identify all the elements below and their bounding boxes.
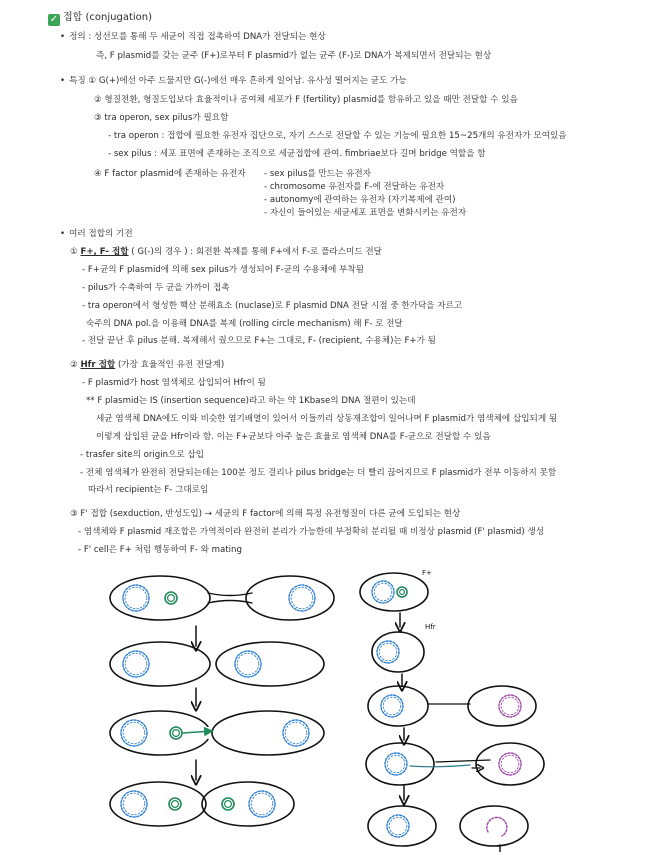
chromosome-inner: [123, 722, 145, 744]
cell-outline: [468, 686, 536, 726]
plasmid-inner: [173, 730, 180, 737]
plasmid-inner: [172, 801, 179, 808]
chromosome: [372, 581, 394, 603]
mechanism-2-line: - F plasmid가 host 염색체로 삽입되어 Hfr이 됨: [82, 378, 266, 388]
chromosome: [249, 791, 275, 817]
chromosome: [123, 651, 149, 677]
plasmid-inner: [225, 801, 232, 808]
chromosome: [499, 753, 521, 775]
mechanism-2-number: ②: [70, 360, 78, 370]
bridge-line: [436, 760, 490, 762]
chromosome: [387, 815, 409, 837]
chromosome: [235, 651, 261, 677]
feature-4-item: - autonomy에 관여하는 유전자 (자기복제에 관여): [264, 195, 456, 205]
chromosome-inner: [501, 697, 519, 715]
mechanism-1-title: F+, F- 접합: [80, 247, 129, 257]
feature-4: ④ F factor plasmid에 존재하는 유전자: [94, 169, 246, 179]
mechanism-2-desc: (가장 효율적인 유전 전달계): [115, 360, 225, 370]
bridge-gap: [205, 727, 223, 739]
hfr-label: Hfr: [425, 623, 436, 631]
chromosome-inner: [379, 643, 397, 661]
mechanism-2-line: - 전체 염색체가 완전히 전달되는데는 100분 정도 걸리나 pilus bridge는 더 빨리 끊어지므로 F plasmid가 전부 이동하지 못함: [80, 468, 557, 478]
plasmid-inner: [168, 595, 175, 602]
mechanism-1-line: - F+균의 F plasmid에 의해 sex pilus가 생성되어 F-균의 수용체에 부착됨: [82, 265, 364, 275]
mechanism-2-line: 세균 염색체 DNA에도 이와 비슷한 염기배열이 있어서 이들끼리 상동재조합이 일어나며 F plasmid가 염색체에 삽입되게 됨: [96, 414, 558, 424]
mechanism-2-line: ** F plasmid는 IS (insertion sequence)라고 하는 약 1Kbase의 DNA 절편이 있는데: [86, 396, 416, 406]
chromosome: [283, 720, 309, 746]
mechanism-1-line: - pilus가 수축하여 두 균을 가까이 접촉: [82, 283, 230, 293]
cell-outline: [368, 686, 428, 726]
chromosome: [381, 695, 403, 717]
chromosome: [121, 791, 147, 817]
cell-outline: [110, 711, 210, 755]
chromosome: [289, 585, 315, 611]
plasmid: [397, 587, 407, 597]
mechanism-3-line: - F' cell은 F+ 처럼 행동하여 F- 와 mating: [78, 545, 242, 555]
feature-4-item: - sex pilus를 만드는 유전자: [264, 169, 371, 179]
chromosome-inner: [285, 722, 307, 744]
definition-line1: • 정의 : 성선모를 통해 두 세균이 직접 접촉하여 DNA가 전달되는 현상: [60, 32, 326, 43]
chromosome: [377, 641, 399, 663]
feature-4-item: - 자신이 들어있는 세균세포 표면을 변화시키는 유전자: [264, 208, 467, 218]
feature-3b: - sex pilus : 세포 표면에 존재하는 조직으로 세균접합에 관여. fimbriae보다 길며 bridge 역할을 함: [108, 149, 486, 159]
cell-outline: [216, 642, 324, 686]
chromosome: [121, 720, 147, 746]
cell-outline: [202, 782, 294, 826]
title-text: 접합 (conjugation): [63, 12, 153, 23]
recipient-partial: [487, 817, 507, 836]
cell-outline: [460, 806, 528, 846]
mechanism-2-line: 이렇게 삽입된 균을 Hfr이라 함. 이는 F+균보다 아주 높은 효율로 염색체 DNA를 F-균으로 전달할 수 있음: [96, 432, 491, 442]
chromosome-inner: [501, 755, 519, 773]
chromosome: [499, 695, 521, 717]
cell-outline: [476, 743, 544, 785]
chromosome: [123, 585, 149, 611]
cell-outline: [366, 743, 434, 785]
cell-outline: [110, 782, 206, 826]
feature-3: ③ tra operon, sex pilus가 필요함: [94, 113, 229, 123]
definition-line2: 즉, F plasmid를 갖는 균주 (F+)로부터 F plasmid가 없는 균주 (F-)로 DNA가 복제되면서 전달되는 현상: [96, 51, 492, 61]
chromosome-inner: [125, 653, 147, 675]
plasmid: [169, 798, 181, 810]
mechanism-2-title: Hfr 접합: [80, 360, 116, 370]
mechanism-1-line: - tra operon에서 형성한 핵산 분해효소 (nuclase)로 F plasmid DNA 전달 시점 중 한가닥을 자르고: [82, 301, 463, 311]
mechanism-2-line: 따라서 recipient는 F- 그대로임: [88, 485, 209, 495]
feature-2: ② 형질전환, 형질도입보다 효율적이나 공여체 세포가 F (fertility) plasmid를 함유하고 있을 때만 전달할 수 있음: [94, 95, 518, 105]
plasmid-inner: [400, 590, 405, 595]
feature-4-item: - chromosome 유전자를 F-에 전달하는 유전자: [264, 182, 445, 192]
chromosome-inner: [123, 793, 145, 815]
mechanisms-heading: • 여러 접합의 기전: [60, 229, 133, 240]
cell-outline: [372, 632, 424, 672]
chromosome-inner: [383, 697, 401, 715]
cell-outline: [368, 806, 436, 846]
plasmid: [165, 592, 177, 604]
mechanism-3-heading: ③ F' 접합 (sexduction, 반성도입) → 세균의 F factor에 의해 특정 유전형질이 다른 균에 도입되는 현상: [70, 509, 461, 519]
chromosome-inner: [251, 793, 273, 815]
dna-strand: [410, 765, 470, 767]
mechanism-3-line: - 염색체와 F plasmid 재조합은 가역적이라 완전히 분리가 가능한데 부정확히 분리될 때 비정상 plasmid (F' plasmid) 생성: [78, 527, 545, 537]
chromosome: [385, 753, 407, 775]
checkmark-icon: ✓: [49, 14, 59, 25]
feature-1: • 특징 ① G(+)에선 아주 드물지만 G(-)에선 매우 흔하게 일어남. 유사성 떨어지는 균도 가능: [60, 76, 407, 87]
plasmid: [222, 798, 234, 810]
chromosome-inner: [374, 583, 392, 601]
chromosome-inner: [237, 653, 259, 675]
fplus-label: F+: [422, 569, 432, 577]
cell-outline: [246, 576, 334, 620]
plasmid: [170, 727, 182, 739]
chromosome-inner: [125, 587, 147, 609]
chromosome-inner: [389, 817, 407, 835]
mechanism-1-line: 숙주의 DNA pol.을 이용해 DNA를 복제 (rolling circle mechanism) 해 F- 로 전달: [86, 319, 403, 329]
mechanism-1-number: ①: [70, 247, 78, 257]
mechanism-2-line: - trasfer site의 origin으로 삽입: [80, 450, 205, 460]
mechanism-1-line: - 전달 끝난 후 pilus 분해. 복제해서 줬으므로 F+는 그대로, F- (recipient, 수용체)는 F+가 됨: [82, 336, 436, 346]
chromosome-inner: [291, 587, 313, 609]
feature-3a: - tra operon : 접합에 필요한 유전자 집단으로, 자기 스스로 전달할 수 있는 기능에 필요한 15~25개의 유전자가 모여있음: [108, 131, 567, 141]
mechanism-1-desc: ( G(-)의 경우 ) : 회전환 복제를 통해 F+에서 F-로 플라스미드 전달: [128, 247, 382, 257]
chromosome-inner: [387, 755, 405, 773]
